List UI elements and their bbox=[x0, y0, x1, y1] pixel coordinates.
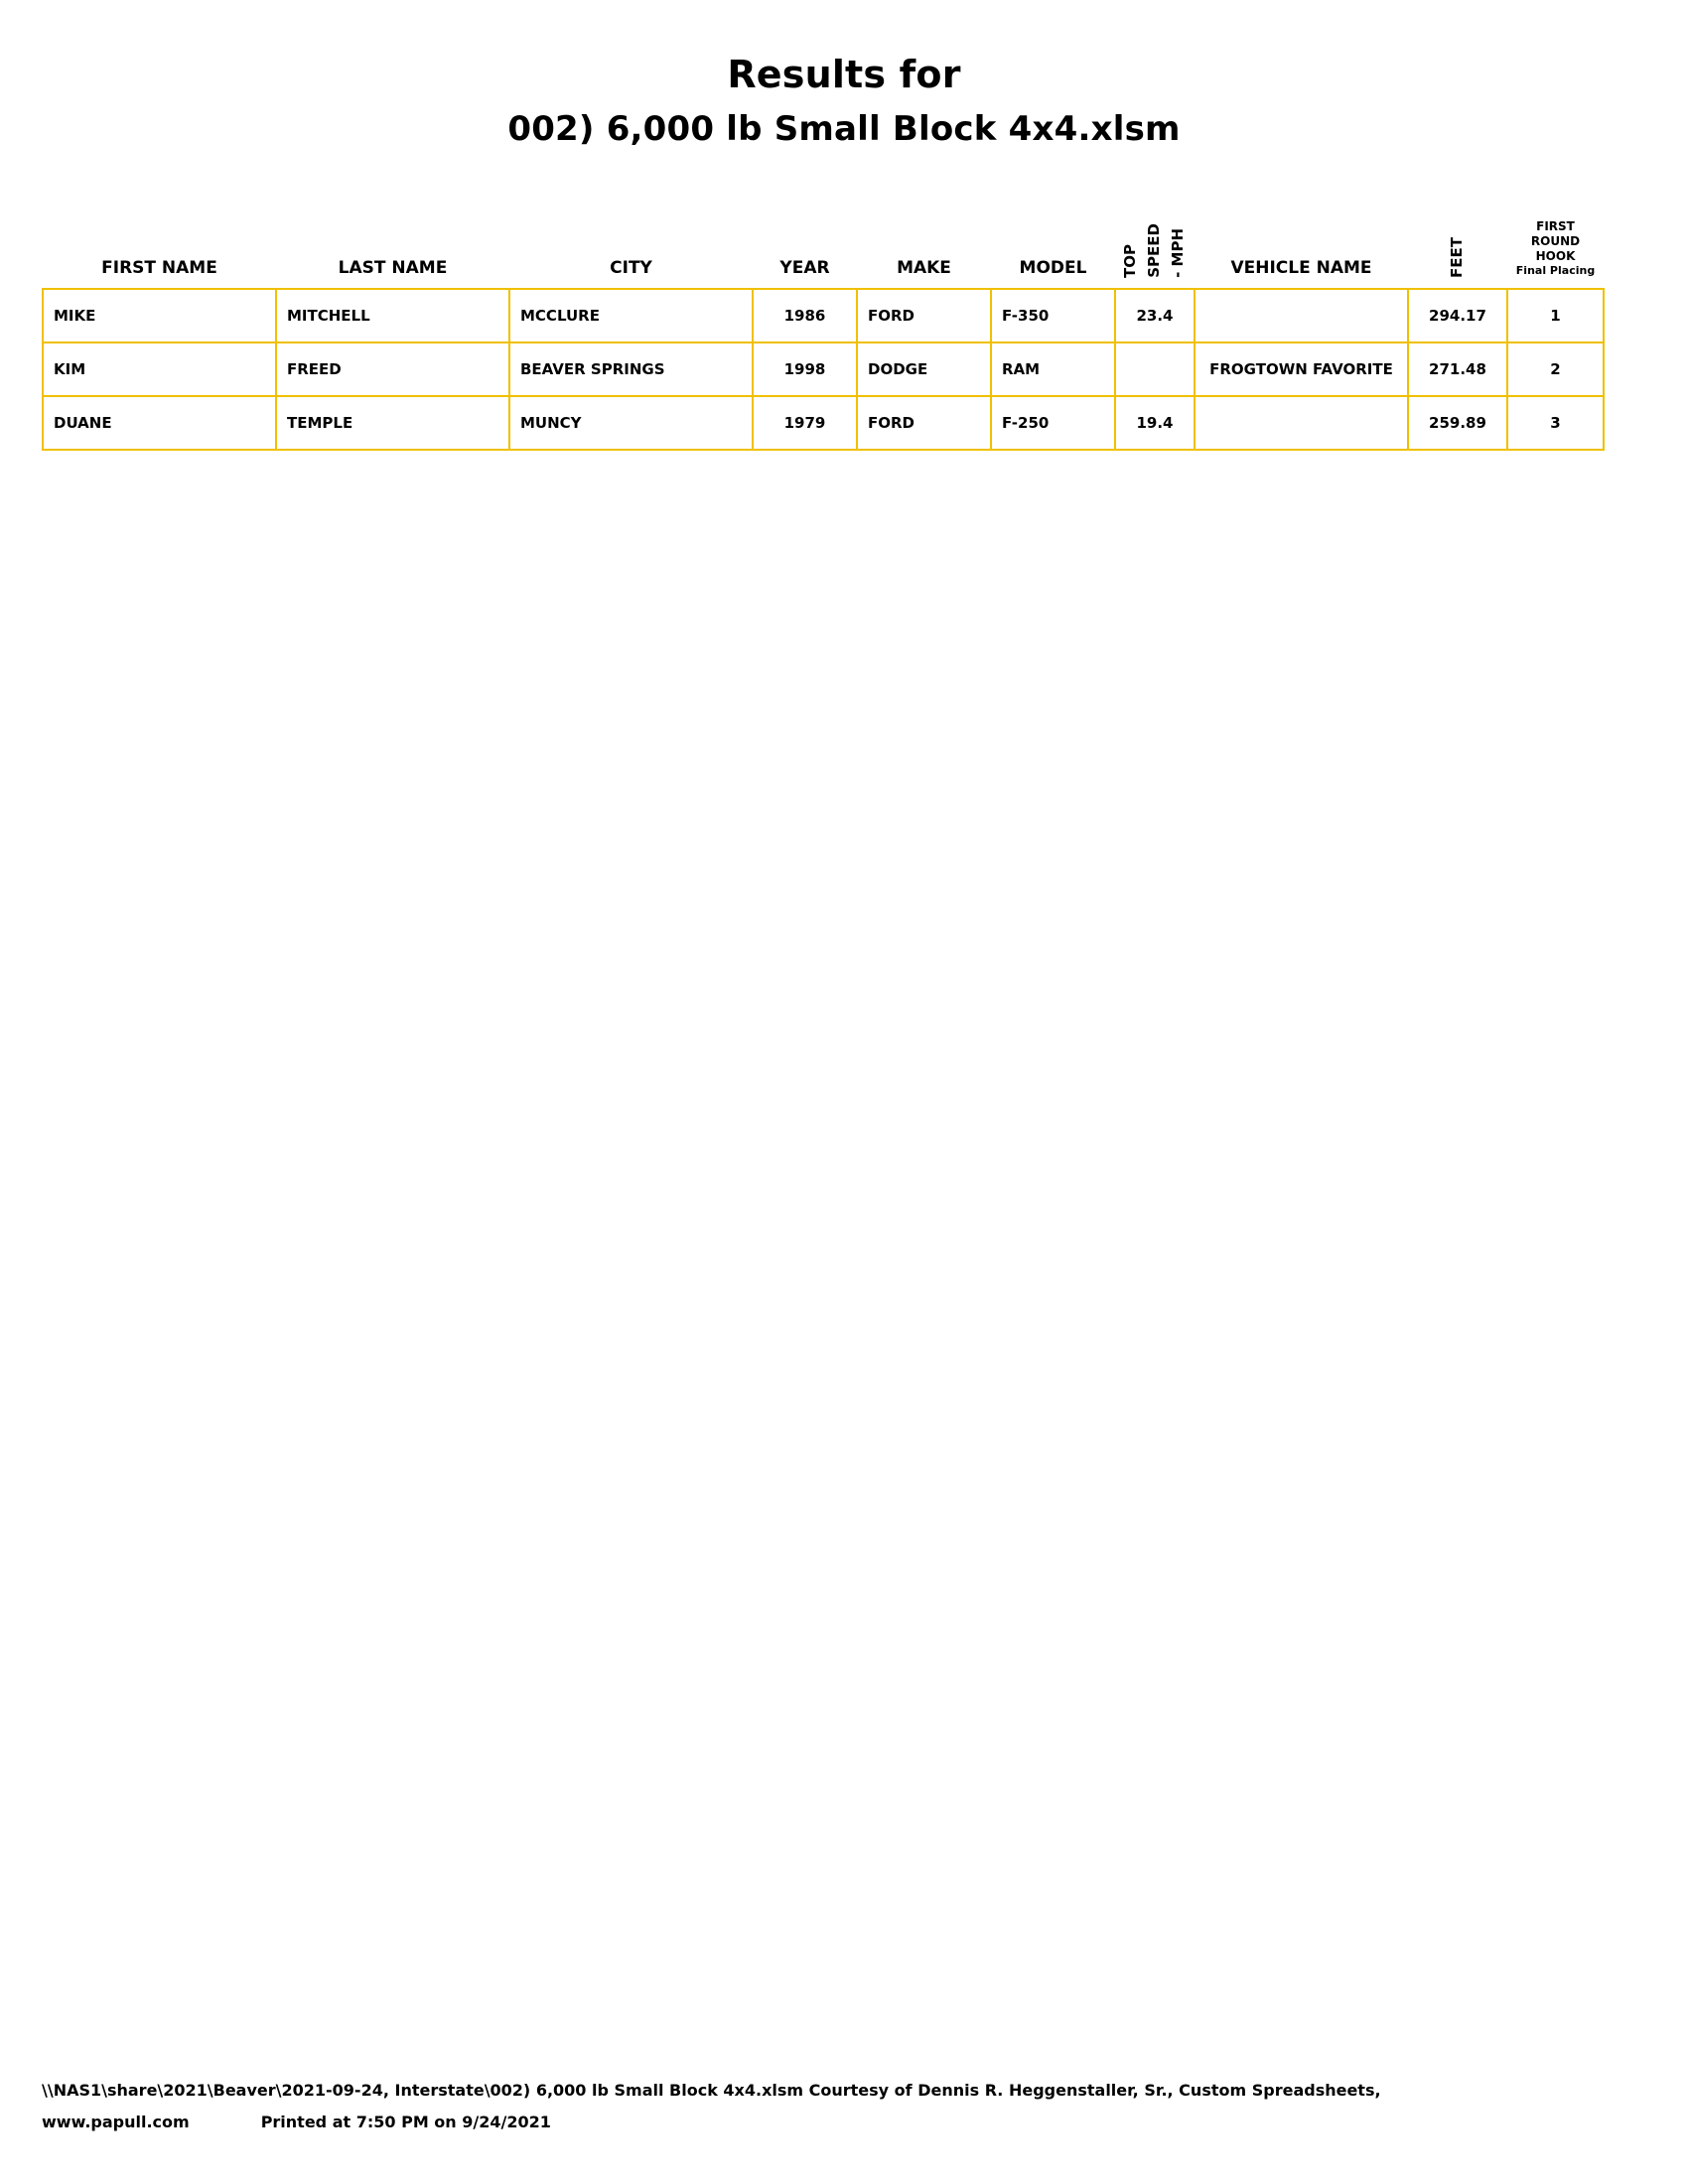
cell-make: DODGE bbox=[857, 342, 991, 396]
table-header-row bbox=[43, 195, 1604, 289]
cell-last-name: FREED bbox=[276, 342, 509, 396]
cell-vehicle-name bbox=[1195, 289, 1408, 342]
column-header-feet bbox=[1408, 195, 1507, 289]
column-header-year bbox=[753, 195, 857, 289]
cell-placing: 1 bbox=[1507, 289, 1604, 342]
cell-vehicle-name: FROGTOWN FAVORITE bbox=[1195, 342, 1408, 396]
column-header-model bbox=[991, 195, 1115, 289]
column-header-last-name-label: LAST NAME bbox=[338, 257, 448, 278]
document-footer bbox=[42, 2075, 1603, 2138]
cell-placing: 2 bbox=[1507, 342, 1604, 396]
column-header-last-name bbox=[276, 195, 509, 289]
column-header-top-speed-label-1: TOP bbox=[1121, 243, 1140, 278]
column-header-city-label: CITY bbox=[610, 257, 652, 278]
cell-city: MUNCY bbox=[509, 396, 753, 450]
column-header-city bbox=[509, 195, 753, 289]
column-header-feet-label: FEET bbox=[1448, 236, 1467, 278]
column-header-model-label: MODEL bbox=[1019, 257, 1087, 278]
cell-make: FORD bbox=[857, 396, 991, 450]
footer-printed-timestamp: Printed at 7:50 PM on 9/24/2021 bbox=[260, 2113, 551, 2131]
column-header-first-name-label: FIRST NAME bbox=[101, 257, 217, 278]
cell-feet: 259.89 bbox=[1408, 396, 1507, 450]
cell-feet: 294.17 bbox=[1408, 289, 1507, 342]
column-header-year-label: YEAR bbox=[779, 257, 830, 278]
footer-website: www.papull.com bbox=[42, 2113, 190, 2131]
results-table bbox=[42, 195, 1605, 451]
column-header-placing-label-3: Final Placing bbox=[1515, 263, 1596, 277]
document-title-block bbox=[42, 0, 1646, 151]
cell-first-name: KIM bbox=[43, 342, 276, 396]
cell-top-speed: 23.4 bbox=[1115, 289, 1195, 342]
table-row bbox=[43, 396, 1604, 450]
column-header-vehicle-name-label: VEHICLE NAME bbox=[1230, 257, 1372, 278]
cell-make: FORD bbox=[857, 289, 991, 342]
cell-top-speed: 19.4 bbox=[1115, 396, 1195, 450]
cell-top-speed bbox=[1115, 342, 1195, 396]
cell-model: F-350 bbox=[991, 289, 1115, 342]
cell-city: MCCLURE bbox=[509, 289, 753, 342]
column-header-make bbox=[857, 195, 991, 289]
cell-model: F-250 bbox=[991, 396, 1115, 450]
column-header-placing-label-2: HOOK bbox=[1535, 248, 1576, 263]
footer-path-credit: \\NAS1\share\2021\Beaver\2021-09-24, Interstate\002) 6,000 lb Small Block 4x4.xlsm Courtesy of Dennis R. Heggenstaller, Sr., Custom Spreadsheets, bbox=[42, 2081, 1381, 2100]
cell-vehicle-name bbox=[1195, 396, 1408, 450]
table-row bbox=[43, 289, 1604, 342]
cell-city: BEAVER SPRINGS bbox=[509, 342, 753, 396]
cell-year: 1986 bbox=[753, 289, 857, 342]
page-title-line-2: 002) 6,000 lb Small Block 4x4.xlsm bbox=[507, 108, 1181, 149]
column-header-top-speed-label-3: - MPH bbox=[1169, 227, 1188, 278]
column-header-top-speed-label-2: SPEED bbox=[1145, 222, 1164, 278]
cell-first-name: DUANE bbox=[43, 396, 276, 450]
cell-placing: 3 bbox=[1507, 396, 1604, 450]
cell-last-name: MITCHELL bbox=[276, 289, 509, 342]
cell-model: RAM bbox=[991, 342, 1115, 396]
cell-feet: 271.48 bbox=[1408, 342, 1507, 396]
column-header-make-label: MAKE bbox=[897, 257, 951, 278]
table-row bbox=[43, 342, 1604, 396]
cell-year: 1998 bbox=[753, 342, 857, 396]
cell-last-name: TEMPLE bbox=[276, 396, 509, 450]
page-title-line-1: Results for bbox=[727, 53, 961, 96]
column-header-top-speed bbox=[1115, 195, 1195, 289]
column-header-first-name bbox=[43, 195, 276, 289]
cell-year: 1979 bbox=[753, 396, 857, 450]
column-header-vehicle-name bbox=[1195, 195, 1408, 289]
cell-first-name: MIKE bbox=[43, 289, 276, 342]
column-header-placing-label-1: FIRST ROUND bbox=[1530, 218, 1581, 248]
column-header-placing bbox=[1507, 195, 1604, 289]
